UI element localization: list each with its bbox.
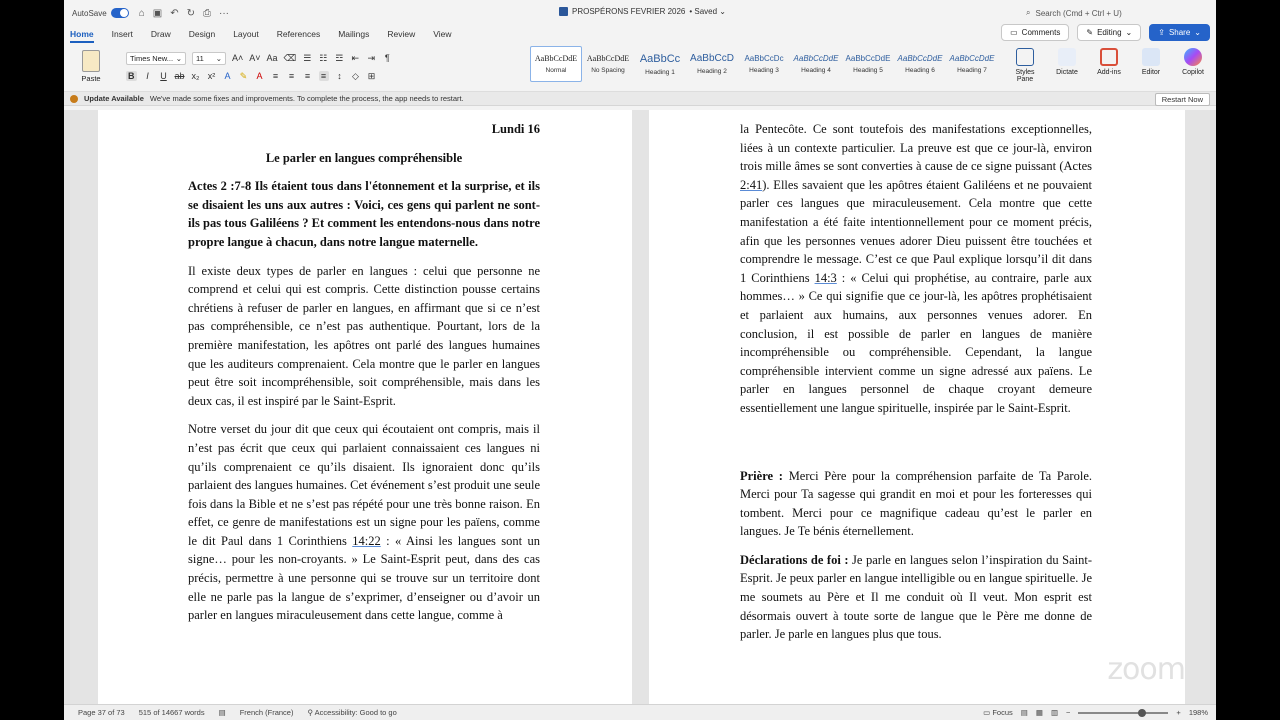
align-right-icon[interactable]: ≡ [304,71,311,81]
day-heading: Lundi 16 [491,122,540,136]
style-heading-7[interactable]: AaBbCcDdE Heading 7 [949,54,995,74]
page-left[interactable] [98,110,632,704]
save-icon[interactable]: ▣ [152,7,163,19]
font-size-dropdown[interactable]: 11 ⌄ [192,52,226,65]
subscript-icon[interactable]: x₂ [191,71,200,81]
proofing-icon[interactable]: ▤ [218,708,226,717]
restart-now-button[interactable]: Restart Now [1155,93,1210,106]
bullets-icon[interactable]: ☰ [303,52,312,63]
style-heading-5[interactable]: AaBbCcDdE Heading 5 [845,54,891,74]
pilcrow-icon[interactable]: ¶ [384,53,390,63]
document-title[interactable]: PROSPÉRONS FEVRIER 2026 • Saved ⌄ [559,7,726,16]
bold-icon[interactable]: B [128,71,135,81]
style-heading-2[interactable]: AaBbCcD Heading 2 [690,53,734,75]
word-window [64,0,1216,720]
redo-icon[interactable]: ↻ [186,7,195,19]
language[interactable]: French (France) [239,708,294,717]
accessibility-icon: ⚲ [307,708,315,717]
zoom-level[interactable]: 198% [1188,708,1208,717]
tab-layout[interactable]: Layout [233,29,259,39]
align-left-icon[interactable]: ≡ [272,71,279,81]
share-icon: ⇪ [1158,28,1165,37]
dictate-button[interactable]: Dictate [1052,48,1082,83]
style-heading-6[interactable]: AaBbCcDdE Heading 6 [897,54,943,74]
verse: Actes 2 :7-8 Ils étaient tous dans l'étonnement et la surprise, et ils se disaient les uns aux autres : Voici, ces gens qui parlent ne sont-ils pas tous Galiléens ? Et comment les entendons-nous dans notre propre langue à chacun, dans notre langue maternelle. [188,179,540,249]
tab-design[interactable]: Design [188,29,216,39]
styles-pane-icon [1016,48,1034,66]
focus-button[interactable]: ▭ Focus [983,708,1013,717]
highlight-icon[interactable]: ✎ [239,70,248,81]
search-box[interactable]: ⌕ Search (Cmd + Ctrl + U) [1026,8,1122,18]
clipboard-icon [82,50,100,72]
tab-home[interactable]: Home [70,29,94,39]
strikethrough-icon[interactable]: ab [174,71,185,81]
zoom-slider[interactable] [1078,712,1168,714]
page-count[interactable]: Page 37 of 73 [78,708,125,717]
paragraph: la Pentecôte. Ce sont toutefois des manifestations exceptionnelles, liées à un contexte particulier. La preuve est que ce jour-là, environ trois mille âmes se sont converties à cause de ce signe puissant (Actes 2:41). Elles savaient que les apôtres étaient Galiléens et ne pouvaient parler ces langues que miraculeusement. Cela montre que cette manifestation a été faite intentionnellement pour ce moment précis, afin que les personnes venues adorer Dieu puissent être touchées et comprendre le message. C’est ce que Paul explique lorsqu’il dit dans 1 Corinthiens 14:3 : « Celui qui prophétise, au contraire, parle aux hommes… » Ce qui signifie que ce jour-là, les apôtres prophétisaient et parlaient aux humains, aux personnes venues adorer. En conclusion, il est possible de parler en langues de manière incompréhensible ou compréhensible. Cependant, la langue compréhensible intervient comme un signe adressé aux païens. Le parler en langues personnel de chaque croyant demeure essentiellement une langue spirituelle, inspirée par le Saint-Esprit. [740,122,1092,415]
italic-icon[interactable]: I [146,71,149,81]
document-area[interactable] [64,110,1216,704]
decrease-indent-icon[interactable]: ⇤ [351,52,360,63]
undo-icon[interactable]: ↶ [170,7,179,19]
share-button[interactable]: ⇪ Share ⌄ [1149,24,1210,41]
increase-indent-icon[interactable]: ⇥ [367,52,376,63]
microphone-icon [1058,48,1076,66]
more-icon[interactable]: ··· [218,7,229,19]
copilot-button[interactable]: Copilot [1178,48,1208,83]
web-layout-icon[interactable]: ▥ [1050,708,1059,717]
style-heading-1[interactable]: AaBbCc Heading 1 [639,52,681,76]
page-title: Le parler en langues compréhensible [265,150,463,165]
search-icon: ⌕ [1026,8,1031,17]
chevron-down-icon: ⌄ [215,53,222,63]
numbering-icon[interactable]: ☷ [319,52,328,63]
bible-reference: 2:41 [740,177,763,192]
ribbon-home [64,42,1216,92]
shrink-font-icon[interactable]: A˅ [249,53,261,63]
prayer: Prière : Merci Père pour la compréhension parfaite de Ta Parole. Merci pour Ta sagesse qui grandit en moi et pour les forteresses qui tombent. Merci pour ce magnifique cadeau qu’est le parler en langues. Je Te bénis éternellement. [740,468,1092,539]
pencil-icon: ✎ [1086,28,1094,37]
change-case-icon[interactable]: Aa [266,53,278,63]
grow-font-icon[interactable]: A˄ [232,53,244,63]
tab-insert[interactable]: Insert [111,29,133,39]
align-center-icon[interactable]: ≡ [288,71,295,81]
print-icon[interactable]: ⎙ [202,7,211,19]
style-heading-3[interactable]: AaBbCcDc Heading 3 [744,54,784,74]
editing-button[interactable]: ✎ Editing ⌄ [1077,24,1141,41]
font-name-dropdown[interactable]: Times New... ⌄ [126,52,186,65]
tab-references[interactable]: References [276,29,321,39]
multilevel-list-icon[interactable]: ☲ [335,52,344,63]
add-ins-icon [1100,48,1118,66]
style-no-spacing[interactable]: AaBbCcDdE No Spacing [586,54,630,74]
superscript-icon[interactable]: x² [207,71,216,81]
chevron-down-icon: ⌄ [1194,28,1201,37]
style-heading-4[interactable]: AaBbCcDdE Heading 4 [793,54,839,74]
zoom-watermark: zoom [1107,652,1185,688]
shading-icon[interactable]: ◇ [352,70,359,81]
focus-icon: ▭ [983,708,993,717]
justify-icon[interactable]: ≡ [319,71,329,81]
paragraph: Notre verset du jour dit que ceux qui écoutaient ont compris, mais il n’est pas écrit que ceux qui parlaient connaissaient ces langues ni qu’ils comprenaient ce qu’ils disaient. Ils ignoraient donc qu’ils parlaient des langues humaines. Cet événement s’est produit une seule fois dans la Bible et ne s’est pas répété pour une très bonne raison. En effet, ce genre de manifestations est un signe pour les païens, comme le dit Paul dans 1 Corinthiens 14:22 : « Ainsi les langues sont un signe… pour les non-croyants. » Le Saint-Esprit peut, dans des cas précis, permettre à une personne qui se trouve sur un territoire dont elle ne parle pas la langue de s’exprimer, d’enseigner ou d’avoir un parler en langues miraculeusement dans cette langue, comme à [188,422,540,623]
text-effects-icon[interactable]: A [224,71,231,81]
title-bar [64,0,1216,26]
word-doc-icon [559,7,568,16]
copilot-icon [1184,48,1202,66]
styles-pane-button[interactable]: Styles Pane [1010,48,1040,83]
paragraph: Il existe deux types de parler en langues : celui que personne ne comprend et celui qui est compris. Cette distinction pousse certains chrétiens à refuser de parler en langues, en affirmant que si ce n’est pas compréhensible, ce n’est pas authentique. Pourtant, lors de la première manifestation, les apôtres ont parlé des langues humaines que les auditeurs comprenaient. Cela montre que le parler en langues peut être soit incompréhensible, soit compréhensible, mais dans les deux cas, il est inspiré par le Saint-Esprit. [188,263,540,408]
zoom-in-icon[interactable]: + [1176,708,1181,717]
clear-format-icon[interactable]: ⌫ [283,52,297,63]
chevron-down-icon: ⌄ [175,53,182,63]
comment-icon: ▭ [1010,28,1018,37]
ribbon-tools [1010,48,1208,83]
paste-button[interactable]: Paste [70,50,112,83]
font-group [126,52,392,82]
print-layout-icon[interactable]: ▦ [1035,708,1043,717]
tab-mailings[interactable]: Mailings [338,29,370,39]
bible-reference: 14:3 [814,270,837,285]
page-right[interactable] [649,110,1185,704]
editor-icon [1142,48,1160,66]
status-bar [64,704,1216,720]
declarations: Déclarations de foi : Je parle en langues selon l’inspiration du Saint-Esprit. Je peux parler en langue intelligible ou en langue spirituelle. Je me soumets au Père et Il me conduit où Il veut. Mon esprit est désormais ouvert à toute sorte de langue que le Père me donne de parler. Je parle en langues plus que tous. [740,552,1092,642]
tab-review[interactable]: Review [387,29,416,39]
autosave-toggle[interactable] [111,8,129,18]
update-message: We've made some fixes and improvements. To complete the process, the app needs to restart. [149,94,464,103]
chevron-down-icon: ⌄ [1125,28,1133,37]
tab-draw[interactable]: Draw [150,29,171,39]
ribbon-tabs [64,26,1216,42]
tab-view[interactable]: View [433,29,452,39]
font-color-icon[interactable]: A [256,71,263,81]
borders-icon[interactable]: ⊞ [367,70,376,81]
styles-gallery [530,46,1058,82]
editor-button[interactable]: Editor [1136,48,1166,83]
comments-button[interactable]: ▭ Comments [1001,24,1069,41]
close-icon[interactable] [70,95,78,103]
underline-icon[interactable]: U [160,71,167,81]
home-icon[interactable]: ⌂ [138,7,145,19]
update-title: Update Available [84,94,144,103]
add-ins-button[interactable]: Add-ins [1094,48,1124,83]
autosave-label: AutoSave [72,8,107,18]
read-mode-icon[interactable]: ▤ [1020,708,1028,717]
word-count[interactable]: 515 of 14667 words [138,708,205,717]
line-spacing-icon[interactable]: ↕ [337,71,342,81]
bible-reference: 14:22 [352,533,381,548]
autosave[interactable] [72,8,129,18]
style-normal[interactable]: AaBbCcDdE Normal [530,46,582,82]
update-bar [64,92,1216,106]
zoom-out-icon[interactable]: − [1066,708,1071,717]
accessibility-status[interactable]: ⚲ Accessibility: Good to go [307,708,397,717]
